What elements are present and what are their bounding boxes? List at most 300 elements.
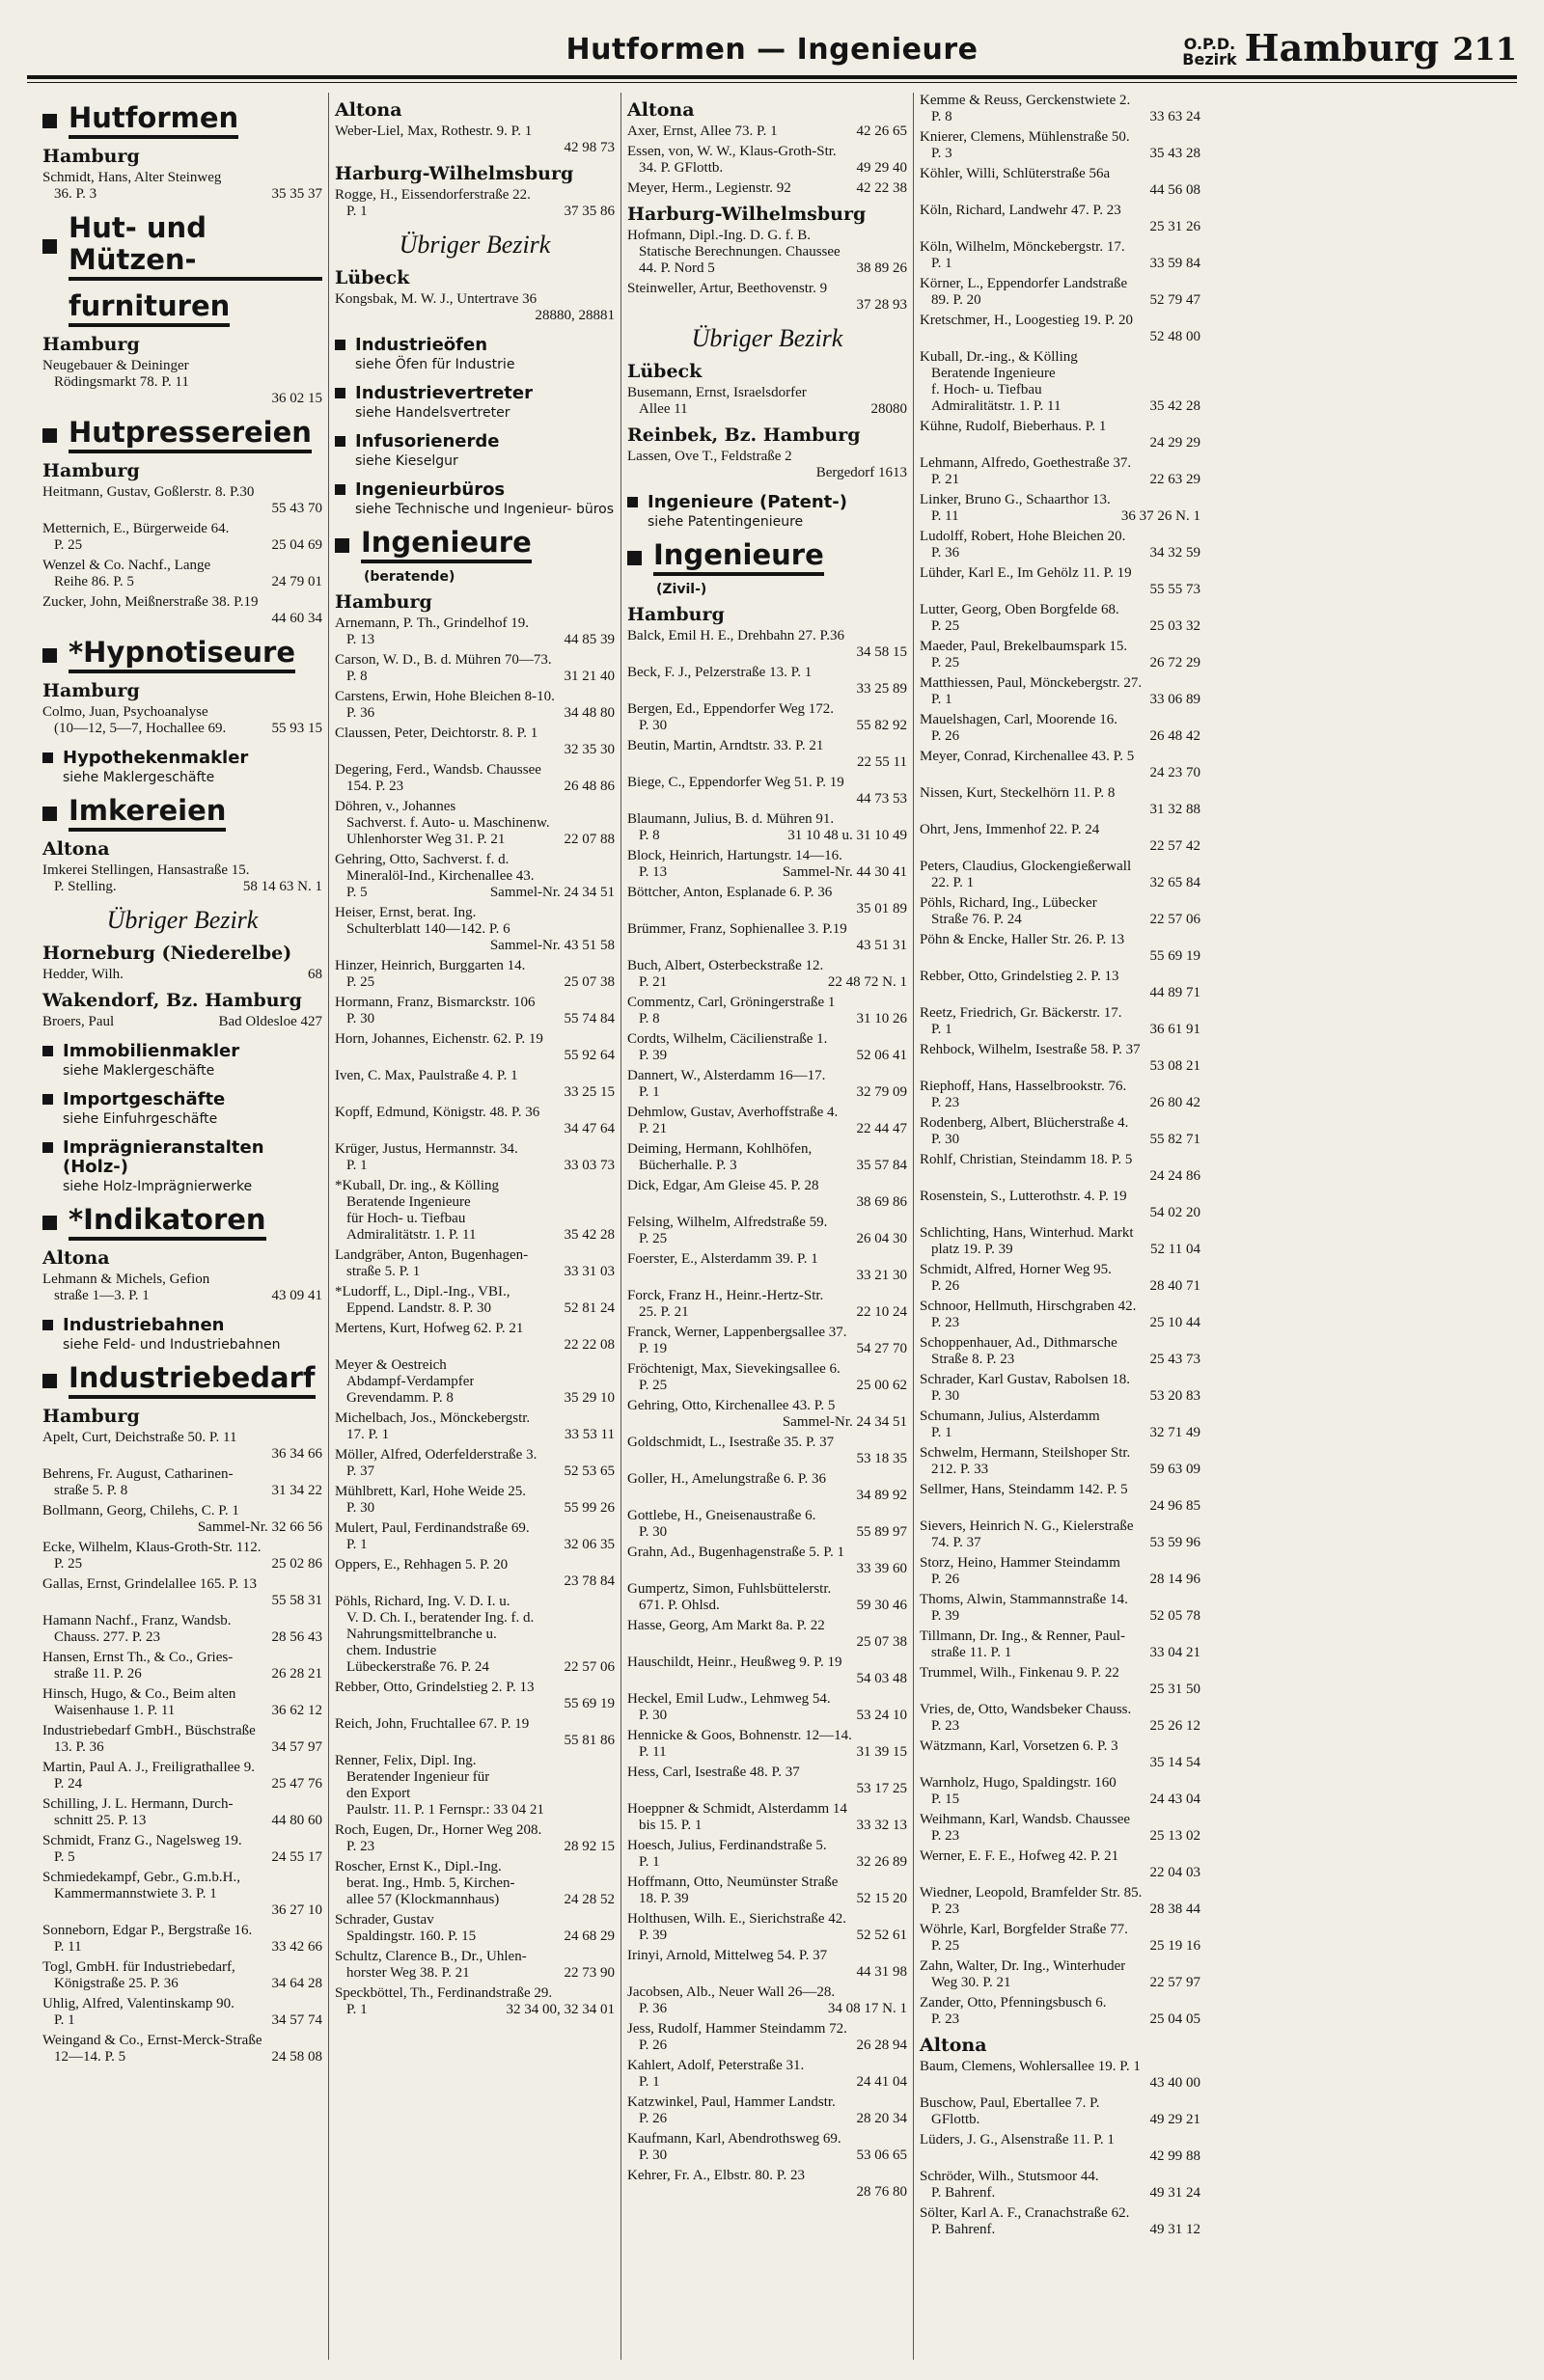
entry-phone: 53 24 10 [856, 1708, 907, 1723]
entry-text: Hamann Nachf., Franz, Wandsb. [42, 1613, 232, 1628]
entry-line [627, 2131, 907, 2147]
entry-line [920, 1498, 1200, 1515]
entry-line [627, 1268, 907, 1284]
entry-line [335, 1733, 615, 1749]
entry-text: Schrader, Karl Gustav, Rabolsen 18. [920, 1372, 1130, 1387]
listing-entry [42, 1430, 322, 1463]
entry-line [920, 146, 1200, 162]
entry-text: 89. P. 20 [931, 292, 981, 308]
entry-line [627, 921, 907, 938]
entry-text: Meyer & Oestreich [335, 1357, 447, 1373]
entry-line [627, 401, 907, 418]
entry-text: P. 25 [931, 618, 960, 634]
entry-phone: 49 29 40 [856, 160, 907, 176]
see-reference: siehe Handelsvertreter [355, 405, 510, 421]
entry-line [920, 859, 1200, 875]
entry-line [335, 1158, 615, 1174]
entry-text: Köln, Richard, Landwehr 47. P. 23 [920, 203, 1121, 218]
entry-text: Heitmann, Gustav, Goßlerstr. 8. P.30 [42, 484, 255, 500]
entry-phone: 44 89 71 [1149, 985, 1200, 1000]
entry-phone: 25 47 76 [271, 1776, 322, 1792]
entry-phone: 28 76 80 [856, 2184, 907, 2200]
entry-text: Renner, Felix, Dipl. Ing. [335, 1753, 477, 1768]
entry-phone: 49 31 24 [1149, 2185, 1200, 2201]
entry-phone: 44 85 39 [564, 632, 615, 647]
listing-entry [627, 1508, 907, 1541]
entry-phone: 55 82 92 [856, 718, 907, 733]
place-heading: Altona [42, 1247, 110, 1269]
entry-text: Kühne, Rudolf, Bieberhaus. P. 1 [920, 419, 1107, 434]
entry-line [627, 180, 907, 197]
listing-entry [627, 228, 907, 277]
entry-line [335, 1680, 615, 1696]
entry-text: Pöhls, Richard, Ing., Lübecker [920, 895, 1097, 911]
entry-line [627, 1011, 907, 1027]
section-title: *Hypnotiseure [69, 637, 295, 673]
entry-text: P. Stelling. [54, 879, 117, 894]
entry-text: Buch, Albert, Osterbeckstraße 12. [627, 958, 824, 973]
entry-text: Beratende Ingenieure [931, 366, 1056, 381]
place-heading: Harburg-Wilhelmsburg [335, 163, 574, 184]
entry-phone: 31 39 15 [856, 1744, 907, 1760]
entry-phone: Bergedorf 1613 [815, 465, 907, 480]
listing-entry [920, 1592, 1200, 1625]
entry-text: Nissen, Kurt, Steckelhörn 11. P. 8 [920, 785, 1116, 801]
listing-entry [335, 1822, 615, 1855]
entry-line [42, 1519, 322, 1536]
entry-line [920, 435, 1200, 451]
entry-text: Buschow, Paul, Ebertallee 7. P. [920, 2095, 1100, 2111]
listing-entry [920, 1042, 1200, 1075]
bullet-square-icon [42, 1320, 53, 1330]
listing-entry [627, 1361, 907, 1394]
listing-entry [42, 1686, 322, 1719]
entry-phone: 52 52 61 [856, 1928, 907, 1943]
entry-line [627, 1911, 907, 1928]
entry-line [627, 160, 907, 177]
entry-text: Apelt, Curt, Deichstraße 50. P. 11 [42, 1430, 237, 1445]
entry-line [627, 974, 907, 991]
entry-line [920, 182, 1200, 199]
entry-line [920, 545, 1200, 561]
entry-phone: 35 14 54 [1149, 1755, 1200, 1770]
entry-line [627, 1928, 907, 1944]
entry-phone: 28880, 28881 [535, 308, 615, 323]
entry-line [920, 692, 1200, 708]
entry-text: Peters, Claudius, Glockengießerwall [920, 859, 1132, 874]
entry-line [627, 2074, 907, 2091]
column-4 [914, 93, 1206, 2360]
entry-line [335, 1859, 615, 1875]
entry-text: P. 1 [639, 2074, 660, 2090]
entry-line [627, 1524, 907, 1541]
entry-line [627, 848, 907, 864]
subsection-title: Industrieöfen [355, 335, 488, 355]
entry-line [920, 1262, 1200, 1278]
entry-phone: 55 93 15 [271, 721, 322, 736]
entry-text: Hormann, Franz, Bismarckstr. 106 [335, 995, 536, 1010]
listing-entry [335, 852, 615, 901]
entry-phone: 53 59 96 [1149, 1535, 1200, 1550]
entry-line [42, 1576, 322, 1593]
entry-text: Warnholz, Hugo, Spaldingstr. 160 [920, 1775, 1117, 1791]
listing-entry [335, 1031, 615, 1064]
entry-phone: 25 00 62 [856, 1378, 907, 1393]
entry-text: P. 23 [346, 1839, 375, 1854]
entry-line [920, 1702, 1200, 1718]
entry-text: Hofmann, Dipl.-Ing. D. G. f. B. [627, 228, 811, 243]
entry-line [627, 1781, 907, 1797]
entry-text: berat. Ing., Hmb. 5, Kirchen- [346, 1875, 515, 1891]
entry-line [920, 1922, 1200, 1938]
entry-line [335, 1802, 615, 1819]
entry-line [335, 1643, 615, 1659]
entry-phone: 24 58 08 [271, 2049, 322, 2065]
entry-line [920, 2112, 1200, 2128]
entry-text: V. D. Ch. I., beratender Ing. f. d. [346, 1610, 535, 1626]
entry-line [335, 1892, 615, 1908]
entry-phone: 33 59 84 [1149, 256, 1200, 271]
listing-entry [335, 958, 615, 991]
bullet-spacer [42, 302, 57, 316]
entry-line [42, 967, 322, 983]
entry-phone: 25 07 38 [564, 974, 615, 990]
entry-line [335, 1211, 615, 1227]
entry-text: Weg 30. P. 21 [931, 1975, 1011, 1990]
listing-entry [335, 1247, 615, 1280]
entry-text: Wöhrle, Karl, Borgfelder Straße 77. [920, 1922, 1128, 1937]
entry-text: Neugebauer & Deininger [42, 358, 189, 373]
entry-line [627, 2184, 907, 2201]
bezirk-text: Bezirk [1182, 50, 1237, 68]
entry-text: Tillmann, Dr. Ing., & Renner, Paul- [920, 1628, 1126, 1644]
listing-entry [335, 1594, 615, 1676]
entry-text: Gallas, Ernst, Grindelallee 165. P. 13 [42, 1576, 258, 1592]
entry-text: Sölter, Karl A. F., Cranachstraße 62. [920, 2205, 1130, 2221]
entry-text: Ecke, Wilhelm, Klaus-Groth-Str. 112. [42, 1540, 262, 1555]
entry-line [627, 1068, 907, 1084]
entry-text: Schwelm, Hermann, Steilshoper Str. [920, 1445, 1131, 1461]
entry-text: Köln, Wilhelm, Mönckebergstr. 17. [920, 239, 1125, 255]
entry-text: Lehmann & Michels, Gefion [42, 1272, 210, 1287]
listing-entry [42, 1996, 322, 2029]
entry-line [920, 1555, 1200, 1572]
entry-text: P. 23 [931, 2011, 960, 2027]
entry-text: Iven, C. Max, Paulstraße 4. P. 1 [335, 1068, 518, 1083]
listing-entry [627, 2168, 907, 2201]
entry-line [335, 995, 615, 1011]
entry-phone: 68 [308, 967, 322, 982]
entry-line [42, 1870, 322, 1886]
section-title: Imkereien [69, 795, 226, 832]
entry-text: Körner, L., Eppendorfer Landstraße [920, 276, 1128, 291]
entry-line [920, 1445, 1200, 1462]
entry-text: Statische Berechnungen. Chaussee [639, 244, 841, 260]
entry-line [42, 501, 322, 517]
entry-line [920, 765, 1200, 781]
entry-line [335, 1227, 615, 1244]
entry-text: Horn, Johannes, Eichenstr. 62. P. 19 [335, 1031, 543, 1047]
entry-line [627, 938, 907, 954]
subsection-title: Imprägnieranstalten (Holz-) [63, 1137, 264, 1177]
entry-line [335, 1321, 615, 1337]
entry-line [920, 2148, 1200, 2165]
subsection-title: Infusorienerde [355, 431, 500, 451]
listing-entry [920, 749, 1200, 781]
entry-text: Schnoor, Hellmuth, Hirschgraben 42. [920, 1299, 1137, 1314]
see-reference: siehe Einfuhrgeschäfte [63, 1111, 218, 1127]
column-2 [329, 93, 621, 2360]
entry-line [42, 1739, 322, 1756]
entry-line [920, 2205, 1200, 2222]
listing-entry [335, 1680, 615, 1712]
entry-phone: 28 92 15 [564, 1839, 615, 1854]
entry-text: Wätzmann, Karl, Vorsetzen 6. P. 3 [920, 1738, 1118, 1754]
listing-entry [920, 895, 1200, 928]
entry-text: 34. P. GFlottb. [639, 160, 724, 176]
listing-entry [627, 1141, 907, 1174]
entry-line [627, 1451, 907, 1467]
entry-text: P. 23 [931, 1828, 960, 1844]
entry-phone: 55 43 70 [271, 501, 322, 516]
entry-line [42, 1466, 322, 1483]
entry-line [335, 1084, 615, 1101]
entry-phone: 35 35 37 [271, 186, 322, 202]
entry-line [920, 1095, 1200, 1111]
entry-phone: 37 35 86 [564, 204, 615, 219]
entry-text: P. 13 [346, 632, 375, 647]
entry-line [627, 1414, 907, 1431]
entry-line [627, 1158, 907, 1174]
listing-entry [920, 2205, 1200, 2238]
entry-text: Rebber, Otto, Grindelstieg 2. P. 13 [920, 969, 1119, 984]
entry-line [627, 1215, 907, 1231]
entry-text: P. 11 [54, 1939, 82, 1955]
entry-text: P. 1 [346, 204, 368, 219]
entry-line [627, 1048, 907, 1064]
entry-line [42, 170, 322, 186]
entry-text: Hasse, Georg, Am Markt 8a. P. 22 [627, 1618, 825, 1633]
entry-phone: 49 31 12 [1149, 2222, 1200, 2237]
entry-line [335, 815, 615, 832]
entry-text: straße 11. P. 26 [54, 1666, 142, 1682]
bullet-square-icon [335, 484, 345, 495]
entry-phone: 25 31 50 [1149, 1682, 1200, 1697]
entry-phone: 55 82 71 [1149, 1132, 1200, 1147]
entry-text: P. 39 [931, 1608, 960, 1624]
entry-line [42, 1813, 322, 1829]
listing-entry [42, 1272, 322, 1304]
entry-text: Hedder, Wilh. [42, 967, 124, 982]
listing-entry [920, 1702, 1200, 1735]
listing-entry [627, 885, 907, 917]
entry-phone: 36 27 10 [271, 1902, 322, 1918]
entry-text: P. 23 [931, 1901, 960, 1917]
entry-phone: 34 89 92 [856, 1488, 907, 1503]
listing-entry [627, 1325, 907, 1357]
entry-line [920, 932, 1200, 948]
listing-entry [42, 1760, 322, 1792]
entry-text: straße 5. P. 1 [346, 1264, 421, 1279]
bullet-square-icon [42, 1142, 53, 1153]
entry-text: P. 25 [931, 655, 960, 670]
entry-phone: 31 34 22 [271, 1483, 322, 1498]
entry-phone: 35 01 89 [856, 901, 907, 916]
entry-line [920, 349, 1200, 366]
entry-line [920, 822, 1200, 838]
section-heading [42, 212, 322, 281]
entry-phone: 36 02 15 [271, 391, 322, 406]
entry-phone: Sammel-Nr. 43 51 58 [489, 938, 615, 953]
entry-text: Kongsbak, M. W. J., Untertrave 36 [335, 291, 538, 307]
see-reference: siehe Öfen für Industrie [355, 357, 515, 372]
entry-phone: 26 48 42 [1149, 728, 1200, 744]
entry-text: Ludolff, Robert, Hohe Bleichen 20. [920, 529, 1126, 544]
listing-entry [920, 203, 1200, 235]
column-1 [37, 93, 329, 2360]
entry-line [627, 123, 907, 140]
entry-text: Lübeckerstraße 76. P. 24 [346, 1659, 489, 1675]
entry-line [627, 1398, 907, 1414]
subsection-heading [42, 1090, 322, 1109]
listing-entry [920, 2132, 1200, 2165]
entry-text: Linker, Bruno G., Schaarthor 13. [920, 492, 1111, 507]
entry-text: Gehring, Otto, Sachverst. f. d. [335, 852, 510, 867]
page-header [27, 26, 1517, 73]
columns [37, 93, 1509, 2360]
entry-phone: 33 53 11 [565, 1427, 615, 1442]
entry-text: P. 1 [931, 1425, 952, 1440]
entry-text: Claussen, Peter, Deichtorstr. 8. P. 1 [335, 725, 538, 741]
entry-line [42, 1996, 322, 2012]
entry-line [627, 1874, 907, 1891]
listing-entry [42, 594, 322, 627]
entry-text: Lüders, J. G., Alsenstraße 11. P. 1 [920, 2132, 1115, 2147]
see-reference: siehe Maklergeschäfte [63, 1063, 215, 1079]
listing-entry [42, 1796, 322, 1829]
entry-line [920, 1738, 1200, 1755]
listing-entry [42, 1613, 322, 1646]
listing-entry [920, 1262, 1200, 1295]
entry-line [920, 129, 1200, 146]
entry-text: P. 26 [931, 728, 960, 744]
bullet-square-icon [42, 1094, 53, 1105]
entry-line [627, 738, 907, 754]
entry-line [627, 297, 907, 314]
listing-entry [920, 1555, 1200, 1588]
entry-line [627, 1561, 907, 1577]
subsection-title: Hypothekenmakler [63, 748, 249, 768]
listing-entry [335, 762, 615, 795]
bullet-square-icon [42, 114, 57, 128]
entry-line [920, 1848, 1200, 1865]
entry-line [627, 1671, 907, 1687]
listing-entry [920, 129, 1200, 162]
subsection-heading [335, 336, 615, 355]
see-reference: siehe Patentingenieure [648, 514, 804, 530]
entry-line [627, 1471, 907, 1488]
entry-line [627, 260, 907, 277]
entry-text: Kretschmer, H., Loogestieg 19. P. 20 [920, 313, 1134, 328]
entry-line [920, 712, 1200, 728]
entry-phone: 34 57 74 [271, 2012, 322, 2028]
section-heading [627, 539, 907, 576]
listing-entry [627, 2021, 907, 2054]
entry-line [627, 1105, 907, 1121]
entry-text: Schmidt, Alfred, Horner Weg 95. [920, 1262, 1112, 1277]
listing-entry [920, 602, 1200, 635]
entry-line [920, 948, 1200, 965]
entry-phone: 33 42 66 [271, 1939, 322, 1955]
entry-text: P. 8 [639, 828, 660, 843]
entry-line [920, 1901, 1200, 1918]
subsection-title: Ingenieure (Patent-) [648, 492, 847, 512]
listing-entry [627, 1215, 907, 1247]
entry-text: Kopff, Edmund, Königstr. 48. P. 36 [335, 1105, 540, 1120]
header-rule-thin [27, 82, 1517, 83]
entry-line [335, 885, 615, 901]
entry-line [627, 2058, 907, 2074]
entry-line [627, 1304, 907, 1321]
entry-line [42, 1959, 322, 1976]
listing-entry [920, 1445, 1200, 1478]
entry-line [42, 862, 322, 879]
entry-line [627, 1121, 907, 1137]
entry-phone: 42 26 65 [856, 123, 907, 139]
entry-line [335, 1949, 615, 1965]
listing-entry [42, 1540, 322, 1573]
entry-line [920, 1775, 1200, 1792]
entry-line [335, 1912, 615, 1929]
entry-phone: 26 28 21 [271, 1666, 322, 1682]
entry-text: Dannert, W., Alsterdamm 16—17. [627, 1068, 826, 1083]
entry-text: Sievers, Heinrich N. G., Kielerstraße [920, 1518, 1134, 1534]
entry-line [920, 1205, 1200, 1221]
entry-line [627, 2001, 907, 2017]
entry-line [920, 602, 1200, 618]
entry-text: P. 25 [54, 1556, 83, 1572]
entry-phone: 33 31 03 [564, 1264, 615, 1279]
entry-line [627, 1178, 907, 1194]
entry-text: P. 30 [346, 1011, 375, 1026]
listing-entry [627, 628, 907, 661]
entry-line [627, 1634, 907, 1651]
place-heading: Wakendorf, Bz. Hamburg [42, 990, 302, 1011]
entry-text: Grevendamm. P. 8 [346, 1390, 454, 1406]
entry-text: Schultz, Clarence B., Dr., Uhlen- [335, 1949, 527, 1964]
subsection-heading [627, 493, 907, 512]
entry-line [335, 1500, 615, 1517]
section-title: Hutpressereien [69, 417, 312, 453]
listing-entry [335, 1410, 615, 1443]
entry-line [920, 2059, 1200, 2075]
entry-phone: 44 73 53 [856, 791, 907, 807]
section-heading [335, 527, 615, 563]
entry-line [920, 1792, 1200, 1808]
entry-text: Metternich, E., Bürgerweide 64. [42, 521, 230, 536]
entry-line [335, 1594, 615, 1610]
entry-text: P. 21 [639, 974, 668, 990]
listing-entry [920, 1518, 1200, 1551]
entry-phone: 31 10 48 u. 31 10 49 [787, 828, 907, 843]
entry-text: Foerster, E., Alsterdamm 39. P. 1 [627, 1251, 818, 1267]
entry-text: Kuball, Dr.-ing., & Kölling [920, 349, 1078, 365]
listing-entry [335, 1105, 615, 1137]
listing-entry [920, 276, 1200, 309]
entry-line [920, 1115, 1200, 1132]
entry-line [42, 521, 322, 537]
listing-entry [335, 1484, 615, 1517]
